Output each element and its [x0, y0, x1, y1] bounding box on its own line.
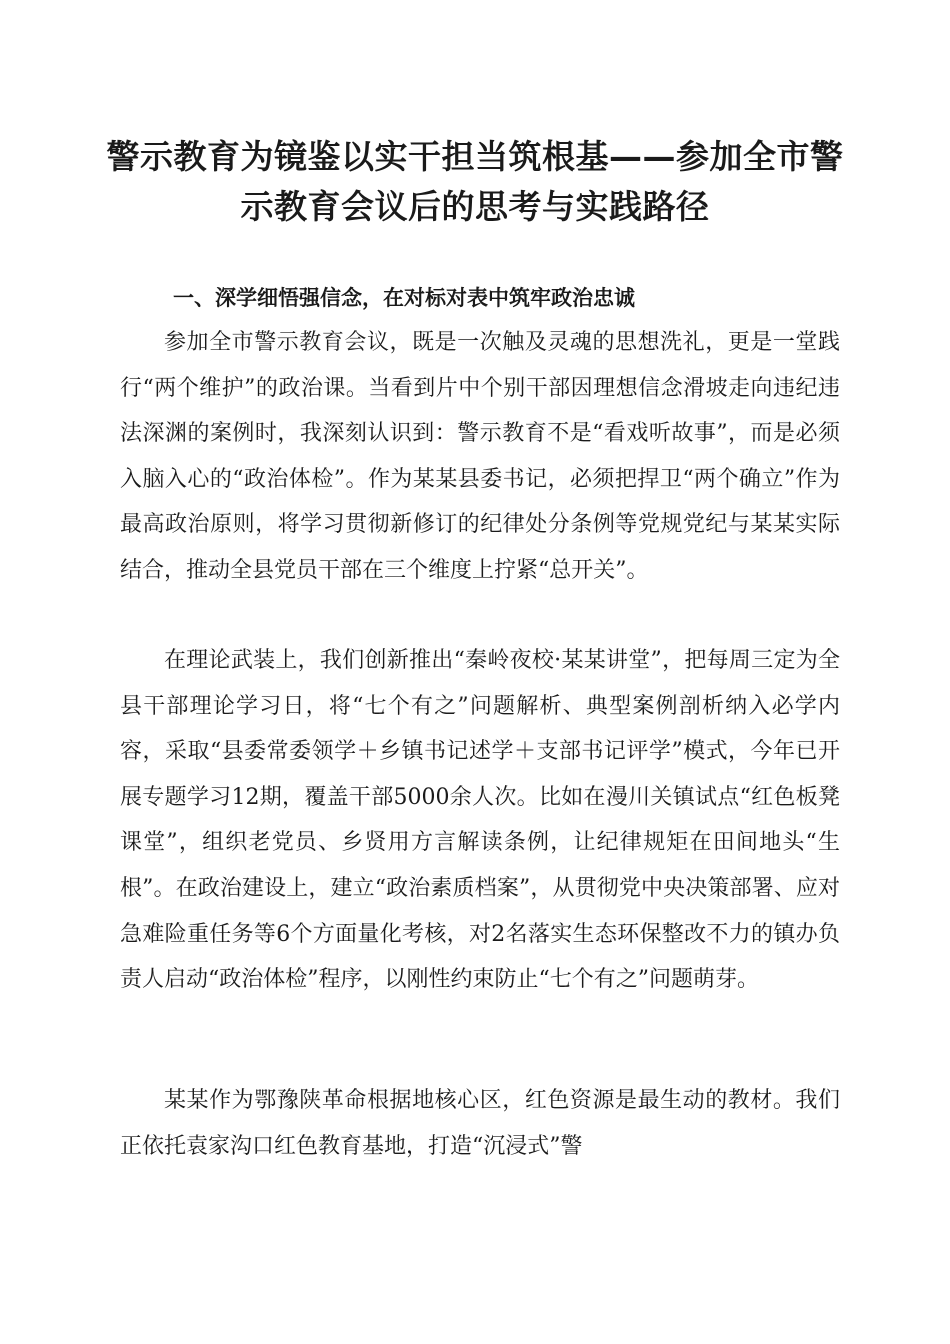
paragraph-1: 参加全市警示教育会议，既是一次触及灵魂的思想洗礼，更是一堂践行“两个维护”的政治课。当看到片中个别干部因理想信念滑坡走向违纪违法深渊的案例时，我深刻认识到：警示教育不是“看戏听故事”，而是必须入脑入心的“政治体检”。作为某某县委书记，必须把捍卫“两个确立”作为最高政治原则，将学习贯彻新修订的纪律处分条例等党规党纪与某某实际结合，推动全县党员干部在三个维度上拧紧“总开关”。 [120, 330, 840, 583]
paragraph-3: 某某作为鄂豫陕革命根据地核心区，红色资源是最生动的教材。我们正依托袁家沟口红色教育基地，打造“沉浸式”警 [120, 1088, 840, 1159]
paragraph-2: 在理论武装上，我们创新推出“秦岭夜校·某某讲堂”，把每周三定为全县干部理论学习日，将“七个有之”问题解析、典型案例剖析纳入必学内容，采取“县委常委领学＋乡镇书记述学＋支部书记评学”模式，今年已开展专题学习12期，覆盖干部5000余人次。比如在漫川关镇试点“红色板凳课堂”，组织老党员、乡贤用方言解读条例，让纪律规矩在田间地头“生根”。在政治建设上，建立“政治素质档案”，从贯彻党中央决策部署、应对急难险重任务等6个方面量化考核，对2名落实生态环保整改不力的镇办负责人启动“政治体检”程序，以刚性约束防止“七个有之”问题萌芽。 [120, 648, 840, 993]
section-heading: 一、深学细悟强信念，在对标对表中筑牢政治忠诚 [173, 286, 635, 310]
document-title: 警示教育为镜鉴以实干担当筑根基——参加全市警示教育会议后的思考与实践路径 [106, 137, 844, 226]
